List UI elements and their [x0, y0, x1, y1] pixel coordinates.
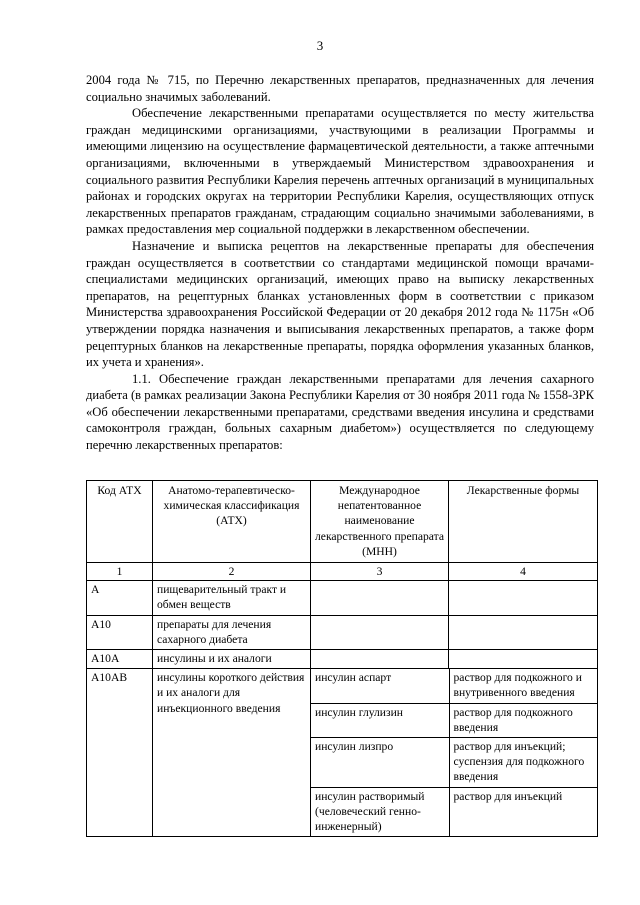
atc-class: инсулины и их аналоги	[153, 650, 311, 669]
atc-code: А10АВ	[87, 669, 153, 837]
atc-code: А10А	[87, 650, 153, 669]
atc-class: препараты для лечения сахарного диабета	[153, 615, 311, 649]
column-header: Международное непатентованное наименование лекарственного препарата (МНН)	[311, 481, 449, 563]
atc-class: инсулины короткого действия и их аналоги для инъекционного введения	[153, 669, 311, 837]
column-number: 2	[153, 563, 311, 581]
drug-inn: инсулин глулизин	[311, 703, 449, 737]
column-header: Анатомо-терапевтическо-химическая классификация (АТХ)	[153, 481, 311, 563]
drug-row	[311, 669, 598, 703]
drug-row	[311, 787, 598, 836]
paragraph: Назначение и выписка рецептов на лекарственные препараты для обеспечения граждан осуществляется в соответствии со стандартами медицинской помощи врачами-специалистами медицинских организаций, имеющих право на выписку лекарственных препаратов, на рецептурных бланках установленных форм в соответствии с приказом Министерства здравоохранения Российской Федерации от 20 декабря 2012 года № 1175н «Об утверждении порядка назначения и выписывания лекарственных препаратов, а также форм рецептурных бланков на лекарственные препараты, порядка оформления указанных бланков, их учета и хранения».	[86, 238, 594, 370]
column-header: Код АТХ	[87, 481, 153, 563]
form-cell	[449, 650, 598, 669]
paragraph: 1.1. Обеспечение граждан лекарственными препаратами для лечения сахарного диабета (в рамках реализации Закона Республики Карелия от 30 ноября 2011 года № 1558-ЗРК «Об обеспечении лекарственными препаратами, средствами введения инсулина и средствами самоконтроля граждан, больных сахарным диабетом») осуществляется по следующему перечню лекарственных препаратов:	[86, 371, 594, 453]
column-number: 4	[449, 563, 598, 581]
drug-row	[311, 703, 598, 737]
drug-subtable	[311, 669, 598, 836]
column-number: 1	[87, 563, 153, 581]
paragraph: Обеспечение лекарственными препаратами осуществляется по месту жительства граждан медицинскими организациями, участвующими в реализации Программы и имеющими лицензию на осуществление фармацевтической деятельности, а также аптечными организациями, включенными в утверждаемый Министерством здравоохранения и социального развития Республики Карелия перечень аптечных организаций в муниципальных районах и городских округах на территории Республики Карелия, осуществляющих отпуск лекарственных препаратов гражданам, страдающим социально значимыми заболеваниями, в рамках предоставления мер социальной поддержки в лекарственном обеспечении.	[86, 106, 594, 237]
table-header-row	[87, 481, 598, 563]
drug-form: раствор для инъекций	[449, 787, 598, 836]
column-number: 3	[311, 563, 449, 581]
atc-drug-table	[86, 480, 598, 837]
drug-list	[311, 669, 598, 837]
column-header: Лекарственные формы	[449, 481, 598, 563]
table-row	[87, 615, 598, 649]
inn-cell	[311, 581, 449, 615]
atc-code: А10	[87, 615, 153, 649]
drug-inn: инсулин лизпро	[311, 738, 449, 788]
table-row	[87, 581, 598, 615]
paragraph: 2004 года № 715, по Перечню лекарственных препаратов, предназначенных для лечения социально значимых заболеваний.	[86, 73, 594, 104]
drug-form: раствор для подкожного и внутривенного введения	[449, 669, 598, 703]
drug-form: раствор для инъекций; суспензия для подкожного введения	[449, 738, 598, 788]
drug-inn: инсулин аспарт	[311, 669, 449, 703]
page-number: 3	[316, 38, 324, 53]
table-row	[87, 669, 598, 837]
atc-class: пищеварительный тракт и обмен веществ	[153, 581, 311, 615]
drug-row	[311, 738, 598, 788]
drug-form: раствор для подкожного введения	[449, 703, 598, 737]
table-row	[87, 650, 598, 669]
body-text	[86, 72, 594, 454]
form-cell	[449, 581, 598, 615]
inn-cell	[311, 650, 449, 669]
atc-code: А	[87, 581, 153, 615]
drug-inn: инсулин растворимый (человеческий генно-инженерный)	[311, 787, 449, 836]
column-number-row	[87, 563, 598, 581]
form-cell	[449, 615, 598, 649]
inn-cell	[311, 615, 449, 649]
